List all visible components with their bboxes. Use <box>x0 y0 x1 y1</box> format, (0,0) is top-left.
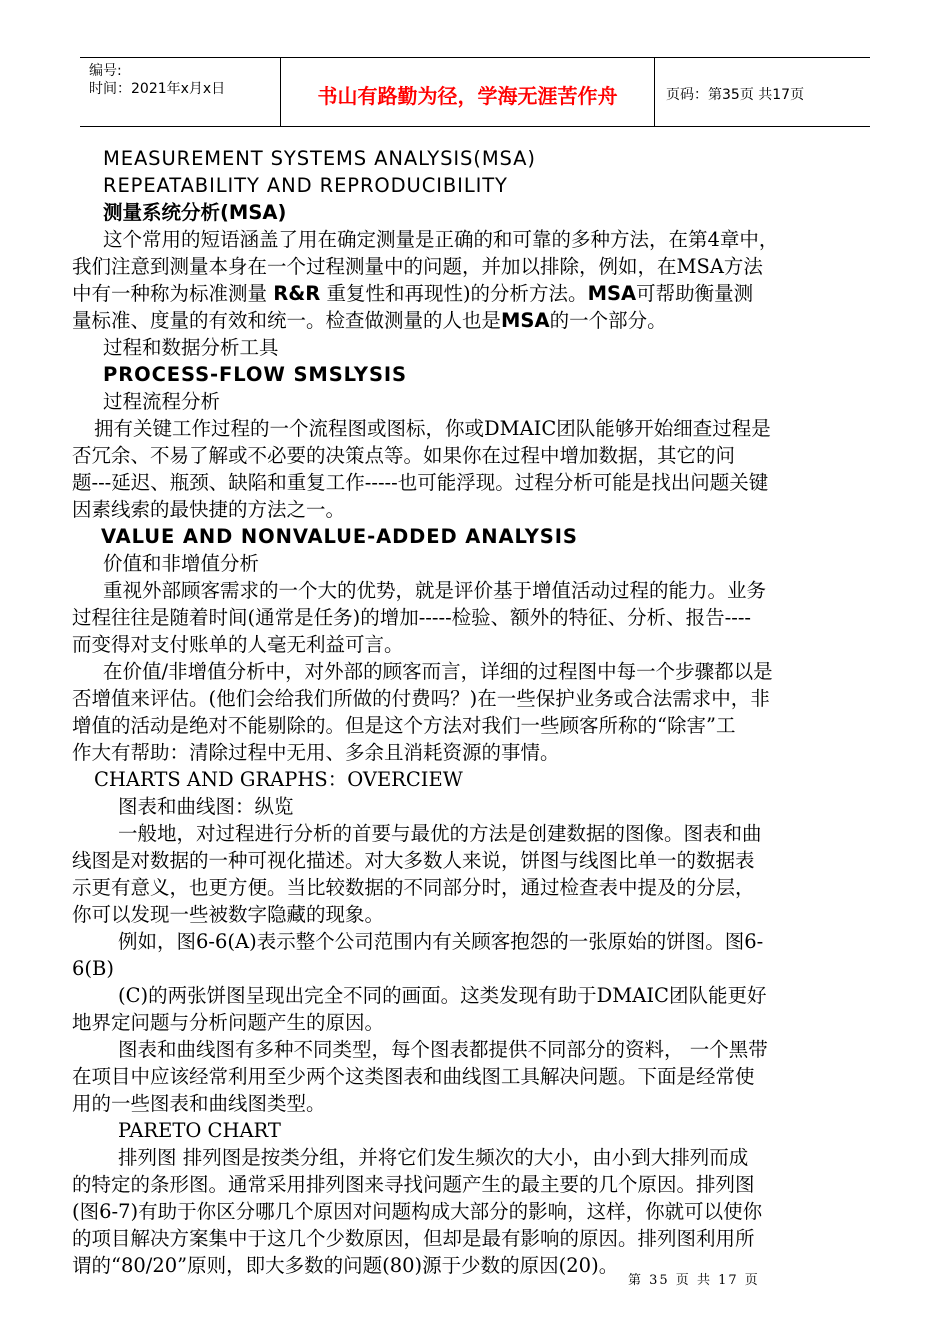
header-divider <box>654 58 655 126</box>
text-run: 中有一种称为标准测量 <box>72 282 274 305</box>
heading-process-flow: PROCESS-FLOW SMSLYSIS <box>103 363 407 386</box>
heading-charts-graphs: CHARTS AND GRAPHS：OVERCIEW <box>94 768 463 791</box>
paragraph-line: 图表和曲线图有多种不同类型，每个图表都提供不同部分的资料， 一个黑带 <box>118 1038 768 1061</box>
bold-term: MSA <box>587 282 637 305</box>
paragraph-line: 我们注意到测量本身在一个过程测量中的问题，并加以排除，例如，在MSA方法 <box>72 255 763 278</box>
paragraph-line: (C)的两张饼图呈现出完全不同的画面。这类发现有助于DMAIC团队能更好 <box>118 984 767 1007</box>
text-run: 可帮助衡量测 <box>636 282 754 305</box>
paragraph-line: 因素线索的最快捷的方法之一。 <box>72 498 346 521</box>
paragraph-line: 的项目解决方案集中于这几个少数原因，但却是最有影响的原因。排列图利用所 <box>72 1227 755 1250</box>
paragraph-line: 在价值/非增值分析中，对外部的顾客而言，详细的过程图中每一个步骤都以是 <box>103 660 773 683</box>
paragraph-line: 作大有帮助：清除过程中无用、多余且消耗资源的事情。 <box>72 741 560 764</box>
heading-rr-english: REPEATABILITY AND REPRODUCIBILITY <box>103 174 508 197</box>
paragraph-line: 用的一些图表和曲线图类型。 <box>72 1092 326 1115</box>
paragraph-line: (图6-7)有助于你区分哪几个原因对问题构成大部分的影响，这样，你就可以使你 <box>72 1200 763 1223</box>
paragraph-line: 拥有关键工作过程的一个流程图或图标，你或DMAIC团队能够开始细查过程是 <box>94 417 771 440</box>
bold-term: MSA <box>501 309 550 332</box>
paragraph-line: 你可以发现一些被数字隐藏的现象。 <box>72 903 385 926</box>
paragraph-line: 题---延迟、瓶颈、缺陷和重复工作-----也可能浮现。过程分析可能是找出问题关键 <box>72 471 769 494</box>
page-footer-number: 第 35 页 共 17 页 <box>628 1273 760 1288</box>
document-body <box>72 145 880 1279</box>
paragraph-line: 重视外部顾客需求的一个大的优势，就是评价基于增值活动过程的能力。业务 <box>103 579 767 602</box>
header-page-code: 页码：第35页 共17页 <box>666 87 805 103</box>
paragraph-line: 否冗余、不易了解或不必要的决策点等。如果你在过程中增加数据，其它的问 <box>72 444 736 467</box>
text-run: 量标准、度量的有效和统一。检查做测量的人也是 <box>72 309 502 332</box>
paragraph-line: 否增值来评估。(他们会给我们所做的付费吗？)在一些保护业务或合法需求中，非 <box>72 687 770 710</box>
paragraph-line: 一般地，对过程进行分析的首要与最优的方法是创建数据的图像。图表和曲 <box>118 822 762 845</box>
document-number-label: 编号: <box>89 63 122 79</box>
heading-msa-english: MEASUREMENT SYSTEMS ANALYSIS(MSA) <box>103 147 536 170</box>
paragraph-line <box>72 280 880 307</box>
bold-term: R&R <box>273 282 321 305</box>
section-heading: 过程和数据分析工具 <box>103 336 279 359</box>
subheading-value-analysis-chinese: 价值和非增值分析 <box>103 552 260 575</box>
subheading-charts-graphs-chinese: 图表和曲线图：纵览 <box>118 795 294 818</box>
paragraph-line: 6(B) <box>72 957 114 980</box>
text-run: 的一个部分。 <box>549 309 667 332</box>
header-motto: 书山有路勤为径，学海无涯苦作舟 <box>317 84 618 108</box>
paragraph-line: 地界定问题与分析问题产生的原因。 <box>72 1011 385 1034</box>
paragraph-line: 过程往往是随着时间(通常是任务)的增加-----检验、额外的特征、分析、报告---- <box>72 606 752 629</box>
text-run: 重复性和再现性)的分析方法。 <box>320 282 588 305</box>
paragraph-line: 这个常用的短语涵盖了用在确定测量是正确的和可靠的多种方法，在第4章中， <box>103 228 779 251</box>
paragraph-line: 的特定的条形图。通常采用排列图来寻找问题产生的最主要的几个原因。排列图 <box>72 1173 755 1196</box>
heading-msa-chinese: 测量系统分析(MSA) <box>103 201 287 224</box>
paragraph-line: 谓的“80/20”原则，即大多数的问题(80)源于少数的原因(20)。 <box>72 1254 619 1277</box>
paragraph-line <box>72 307 880 334</box>
subheading-process-flow-chinese: 过程流程分析 <box>103 390 221 413</box>
document-time: 时间：2021年x月x日 <box>89 81 226 97</box>
heading-value-analysis: VALUE AND NONVALUE-ADDED ANALYSIS <box>101 525 578 548</box>
heading-pareto-chart: PARETO CHART <box>118 1119 281 1142</box>
paragraph-line: 排列图 排列图是按类分组，并将它们发生频次的大小，由小到大排列而成 <box>118 1146 749 1169</box>
paragraph-line: 线图是对数据的一种可视化描述。对大多数人来说，饼图与线图比单一的数据表 <box>72 849 755 872</box>
page-header <box>80 57 870 127</box>
paragraph-line: 增值的活动是绝对不能剔除的。但是这个方法对我们一些顾客所称的“除害”工 <box>72 714 736 737</box>
paragraph-line: 例如，图6-6(A)表示整个公司范围内有关顾客抱怨的一张原始的饼图。图6- <box>118 930 764 953</box>
paragraph-line: 而变得对支付账单的人毫无利益可言。 <box>72 633 404 656</box>
paragraph-line: 在项目中应该经常利用至少两个这类图表和曲线图工具解决问题。下面是经常使 <box>72 1065 755 1088</box>
header-meta <box>89 62 225 98</box>
paragraph-line: 示更有意义，也更方便。当比较数据的不同部分时，通过检查表中提及的分层， <box>72 876 755 899</box>
